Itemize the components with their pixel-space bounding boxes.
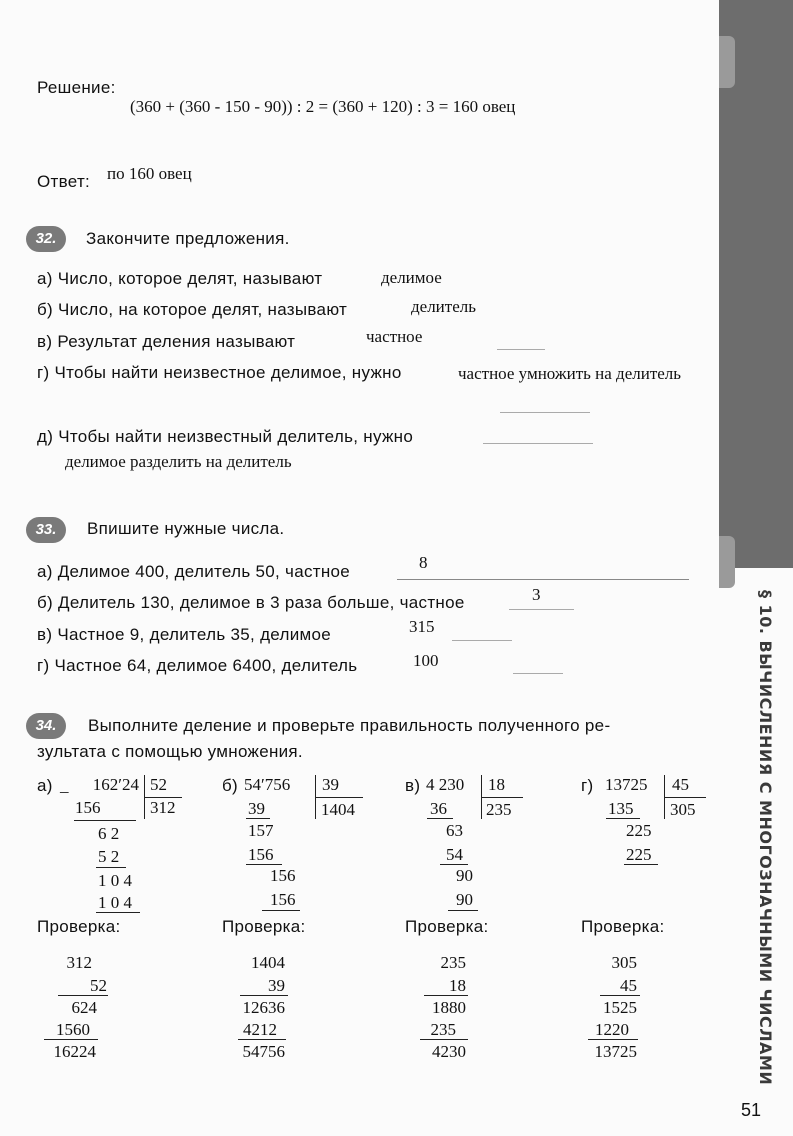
task-32-b-answer: делитель [411, 297, 476, 316]
c-check-value: 235 [440, 953, 466, 972]
d-check-value: 45 [620, 976, 637, 995]
task-33-title: Впишите нужные числа. [87, 519, 285, 538]
a-step: 156 [75, 798, 101, 817]
task-32-e-prompt: д) Чтобы найти неизвестный делитель, нужно [37, 427, 414, 446]
a-step: 1 0 4 [98, 893, 132, 912]
check-d-label: Проверка: [581, 917, 665, 936]
task-32-d-answer: частное умножить на делитель [458, 364, 682, 383]
b-step-line [246, 864, 282, 865]
b-check-value: 4212 [243, 1020, 277, 1039]
a-check-value: 312 [66, 953, 92, 972]
a-step-line [96, 912, 140, 913]
answer-line [497, 349, 545, 350]
a-check-value: 16224 [53, 1042, 96, 1061]
c-step: 54 [446, 845, 463, 864]
task-32-b-prompt: б) Число, на которое делят, называют [37, 300, 348, 319]
b-divisor: 39 [322, 775, 339, 794]
task-33-b-prompt: б) Делитель 130, делимое в 3 раза больше, частное [37, 593, 465, 612]
a-divisor: 52 [150, 775, 167, 794]
d-divisor: 45 [672, 775, 689, 794]
task-34-title-line2: зультата с помощью умножения. [37, 742, 303, 761]
answer-line [509, 609, 574, 610]
check-b-label: Проверка: [222, 917, 306, 936]
d-check-value: 305 [611, 953, 637, 972]
task-32-a-answer: делимое [381, 268, 442, 287]
c-check-value: 18 [449, 976, 466, 995]
b-step-line [262, 910, 300, 911]
solution-label: Решение: [37, 78, 116, 97]
b-check-value: 54756 [242, 1042, 285, 1061]
page-number: 51 [741, 1100, 762, 1120]
task-32-d-prompt: г) Чтобы найти неизвестное делимое, нужно [37, 363, 402, 382]
c-divisor-line [481, 797, 523, 798]
b-dividend: 54ʹ756 [244, 775, 291, 794]
task-34-c-label: в) [405, 776, 421, 795]
b-quotient: 1404 [321, 800, 355, 819]
task-33-c-answer: 315 [409, 617, 435, 636]
d-check-value: 1220 [595, 1020, 629, 1039]
task-33-a-answer: 8 [419, 553, 428, 572]
b-check-value: 12636 [242, 998, 285, 1017]
d-divisor-line [664, 797, 706, 798]
task-34-title-line1: Выполните деление и проверьте правильность полученного ре- [88, 716, 611, 735]
b-check-value: 1404 [251, 953, 285, 972]
d-dividend: 13725 [605, 775, 648, 794]
b-step: 157 [248, 821, 274, 840]
answer-line [500, 412, 590, 413]
b-divisor-line [315, 797, 363, 798]
a-step: 1 0 4 [98, 871, 132, 890]
answer-value: по 160 овец [107, 164, 192, 183]
d-check-line [600, 995, 640, 996]
c-step-line [448, 910, 478, 911]
d-step-line [606, 818, 640, 819]
d-check-line [588, 1039, 638, 1040]
sidebar-tab [719, 36, 735, 88]
c-step: 90 [456, 890, 473, 909]
b-check-value: 39 [268, 976, 285, 995]
c-check-value: 4230 [432, 1042, 466, 1061]
d-step: 225 [626, 821, 652, 840]
task-32-c-answer: частное [366, 327, 423, 346]
a-check-line [58, 995, 108, 996]
chapter-sidebar [719, 0, 793, 568]
sidebar-tab [719, 536, 735, 588]
task-34-a-label: а) [37, 776, 53, 795]
task-32-badge: 32. [26, 226, 66, 252]
answer-line [452, 640, 512, 641]
b-check-line [240, 995, 288, 996]
task-33-badge: 33. [26, 517, 66, 543]
a-step-line [74, 820, 136, 821]
b-step: 156 [248, 845, 274, 864]
d-quotient: 305 [670, 800, 696, 819]
c-step-line [427, 818, 453, 819]
a-check-value: 624 [71, 998, 97, 1017]
b-step: 156 [270, 890, 296, 909]
d-step: 225 [626, 845, 652, 864]
a-check-value: 52 [90, 976, 107, 995]
a-step: 5 2 [98, 847, 120, 866]
c-check-line [420, 1039, 468, 1040]
b-step: 39 [248, 799, 265, 818]
answer-line [513, 673, 563, 674]
d-step: 135 [608, 799, 634, 818]
c-step-line [440, 864, 468, 865]
a-dividend: 162ʹ24 [92, 775, 139, 794]
solution-expression: (360 + (360 - 150 - 90)) : 2 = (360 + 120) : 3 = 160 овец [130, 97, 516, 116]
chapter-title: § 10. ВЫЧИСЛЕНИЯ С МНОГОЗНАЧНЫМИ ЧИСЛАМИ [756, 590, 775, 1086]
answer-line [397, 579, 689, 580]
b-step: 156 [270, 866, 296, 885]
task-34-d-label: г) [581, 776, 594, 795]
d-step-line [624, 864, 658, 865]
task-34-badge: 34. [26, 713, 66, 739]
a-minus-sign: _ [60, 776, 69, 795]
c-dividend: 4 230 [426, 775, 465, 794]
c-step: 90 [456, 866, 473, 885]
task-33-c-prompt: в) Частное 9, делитель 35, делимое [37, 625, 331, 644]
a-check-value: 1560 [56, 1020, 90, 1039]
b-check-line [238, 1039, 286, 1040]
task-32-a-prompt: а) Число, которое делят, называют [37, 269, 323, 288]
task-33-b-answer: 3 [532, 585, 541, 604]
d-check-value: 1525 [603, 998, 637, 1017]
c-step: 63 [446, 821, 463, 840]
a-step-line [96, 867, 126, 868]
task-32-e-answer: делимое разделить на делитель [65, 452, 292, 471]
task-33-a-prompt: а) Делимое 400, делитель 50, частное [37, 562, 351, 581]
check-a-label: Проверка: [37, 917, 121, 936]
a-quotient: 312 [150, 798, 176, 817]
a-step: 6 2 [98, 824, 120, 843]
answer-label: Ответ: [37, 172, 91, 191]
c-check-line [424, 995, 468, 996]
c-quotient: 235 [486, 800, 512, 819]
a-check-line [44, 1039, 98, 1040]
check-c-label: Проверка: [405, 917, 489, 936]
task-33-d-answer: 100 [413, 651, 439, 670]
c-check-value: 235 [430, 1020, 456, 1039]
task-32-c-prompt: в) Результат деления называют [37, 332, 296, 351]
task-32-title: Закончите предложения. [86, 229, 290, 248]
d-check-value: 13725 [594, 1042, 637, 1061]
b-step-line [246, 818, 270, 819]
c-step: 36 [430, 799, 447, 818]
task-34-b-label: б) [222, 776, 238, 795]
answer-line [483, 443, 593, 444]
c-divisor: 18 [488, 775, 505, 794]
c-check-value: 1880 [432, 998, 466, 1017]
task-33-d-prompt: г) Частное 64, делимое 6400, делитель [37, 656, 358, 675]
